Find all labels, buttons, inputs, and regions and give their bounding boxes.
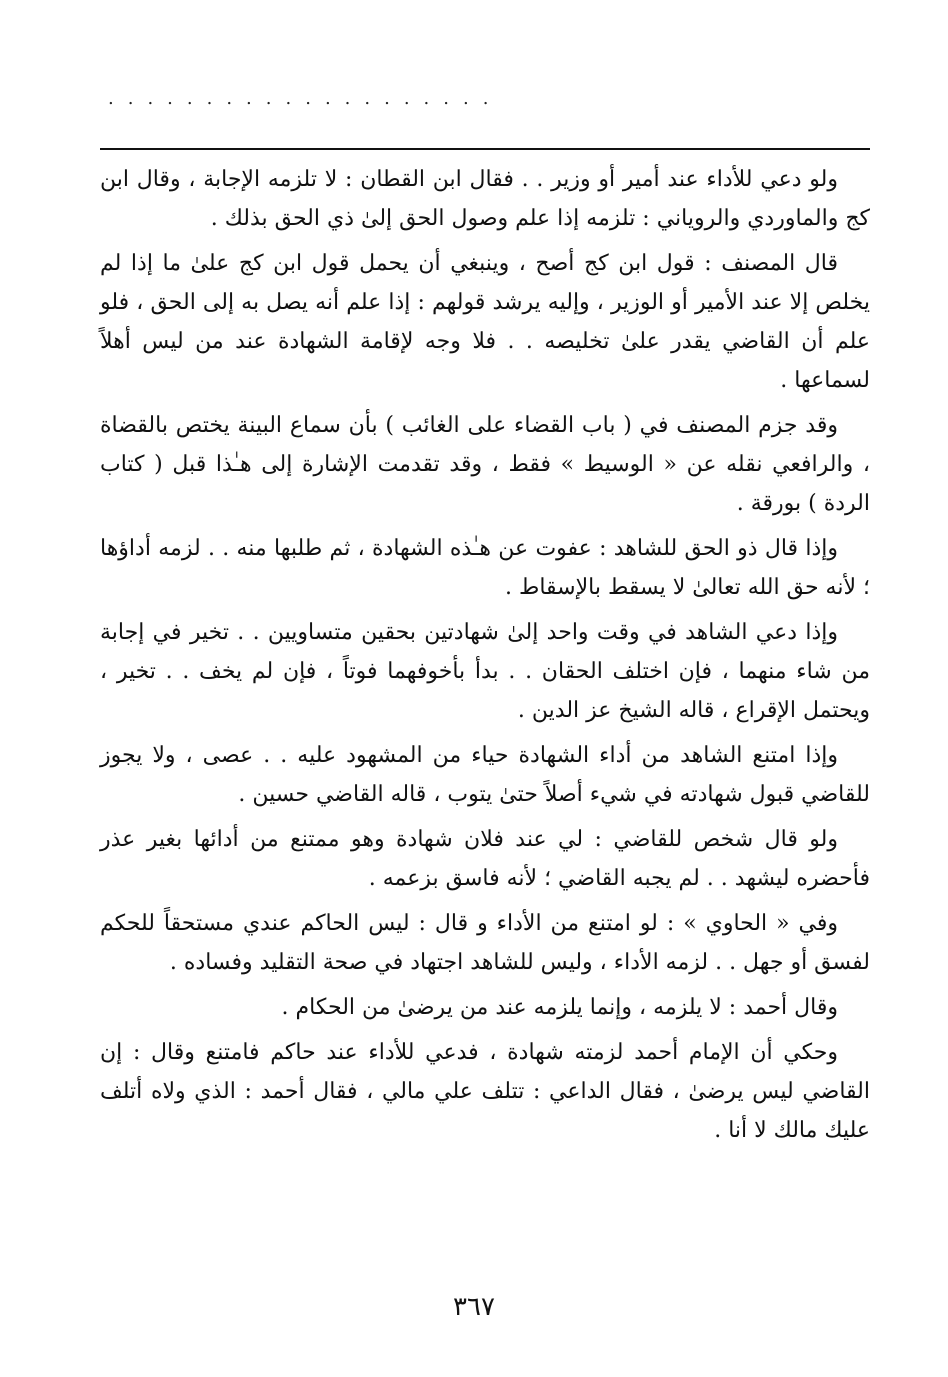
paragraph: وحكي أن الإمام أحمد لزمته شهادة ، فدعي للأداء عند حاكم فامتنع وقال : إن القاضي ليس يرضىٰ ، فقال الداعي : تتلف علي مالي ، فقال أحمد : الذي ولاه أتلف عليك مالك لا أنا .	[100, 1040, 870, 1143]
paragraph: وفي « الحاوي » : لو امتنع من الأداء و قال : ليس الحاكم عندي مستحقاً للحكم لفسق أو جهل . . لزمه الأداء ، وليس للشاهد اجتهاد في صحة التقليد وفساده .	[100, 911, 870, 975]
paragraph: وإذا قال ذو الحق للشاهد : عفوت عن هـٰذه الشهادة ، ثم طلبها منه . . لزمه أداؤها ؛ لأنه حق الله تعالىٰ لا يسقط بالإسقاط .	[100, 536, 870, 600]
paragraph: وقد جزم المصنف في ( باب القضاء على الغائب ) بأن سماع البينة يختص بالقضاة ، والرافعي نقله عن « الوسيط » فقط ، وقد تقدمت الإشارة إلى هـٰذا قبل ( كتاب الردة ) بورقة .	[100, 413, 870, 516]
main-text	[100, 160, 870, 1156]
paragraph: وقال أحمد : لا يلزمه ، وإنما يلزمه عند من يرضىٰ من الحكام .	[281, 995, 838, 1020]
paragraph: ولو دعي للأداء عند أمير أو وزير . . فقال ابن القطان : لا تلزمه الإجابة ، وقال ابن كج والماوردي والروياني : تلزمه إذا علم وصول الحق إلىٰ ذي الحق بذلك .	[100, 167, 870, 231]
paragraph: وإذا دعي الشاهد في وقت واحد إلىٰ شهادتين بحقين متساويين . . تخير في إجابة من شاء منهما ، فإن اختلف الحقان . . بدأ بأخوفهما فوتاً ، فإن لم يخف . . تخير ، ويحتمل الإقراع ، قاله الشيخ عز الدين .	[100, 620, 870, 723]
page-number: ٣٦٧	[453, 1292, 495, 1322]
header-dotted-line: ....................	[108, 88, 503, 109]
header-rule	[100, 148, 870, 150]
paragraph: قال المصنف : قول ابن كج أصح ، وينبغي أن يحمل قول ابن كج علىٰ ما إذا لم يخلص إلا عند الأمير أو الوزير ، وإليه يرشد قولهم : إذا علم أنه يصل به إلى الحق ، فلو علم أن القاضي يقدر علىٰ تخليصه . . فلا وجه لإقامة الشهادة عند من ليس أهلاً لسماعها .	[100, 251, 870, 393]
paragraph: ولو قال شخص للقاضي : لي عند فلان شهادة وهو ممتنع من أدائها بغير عذر فأحضره ليشهد . . لم يجبه القاضي ؛ لأنه فاسق بزعمه .	[100, 827, 870, 891]
paragraph: وإذا امتنع الشاهد من أداء الشهادة حياء من المشهود عليه . . عصى ، ولا يجوز للقاضي قبول شهادته في شيء أصلاً حتىٰ يتوب ، قاله القاضي حسين .	[100, 743, 870, 807]
